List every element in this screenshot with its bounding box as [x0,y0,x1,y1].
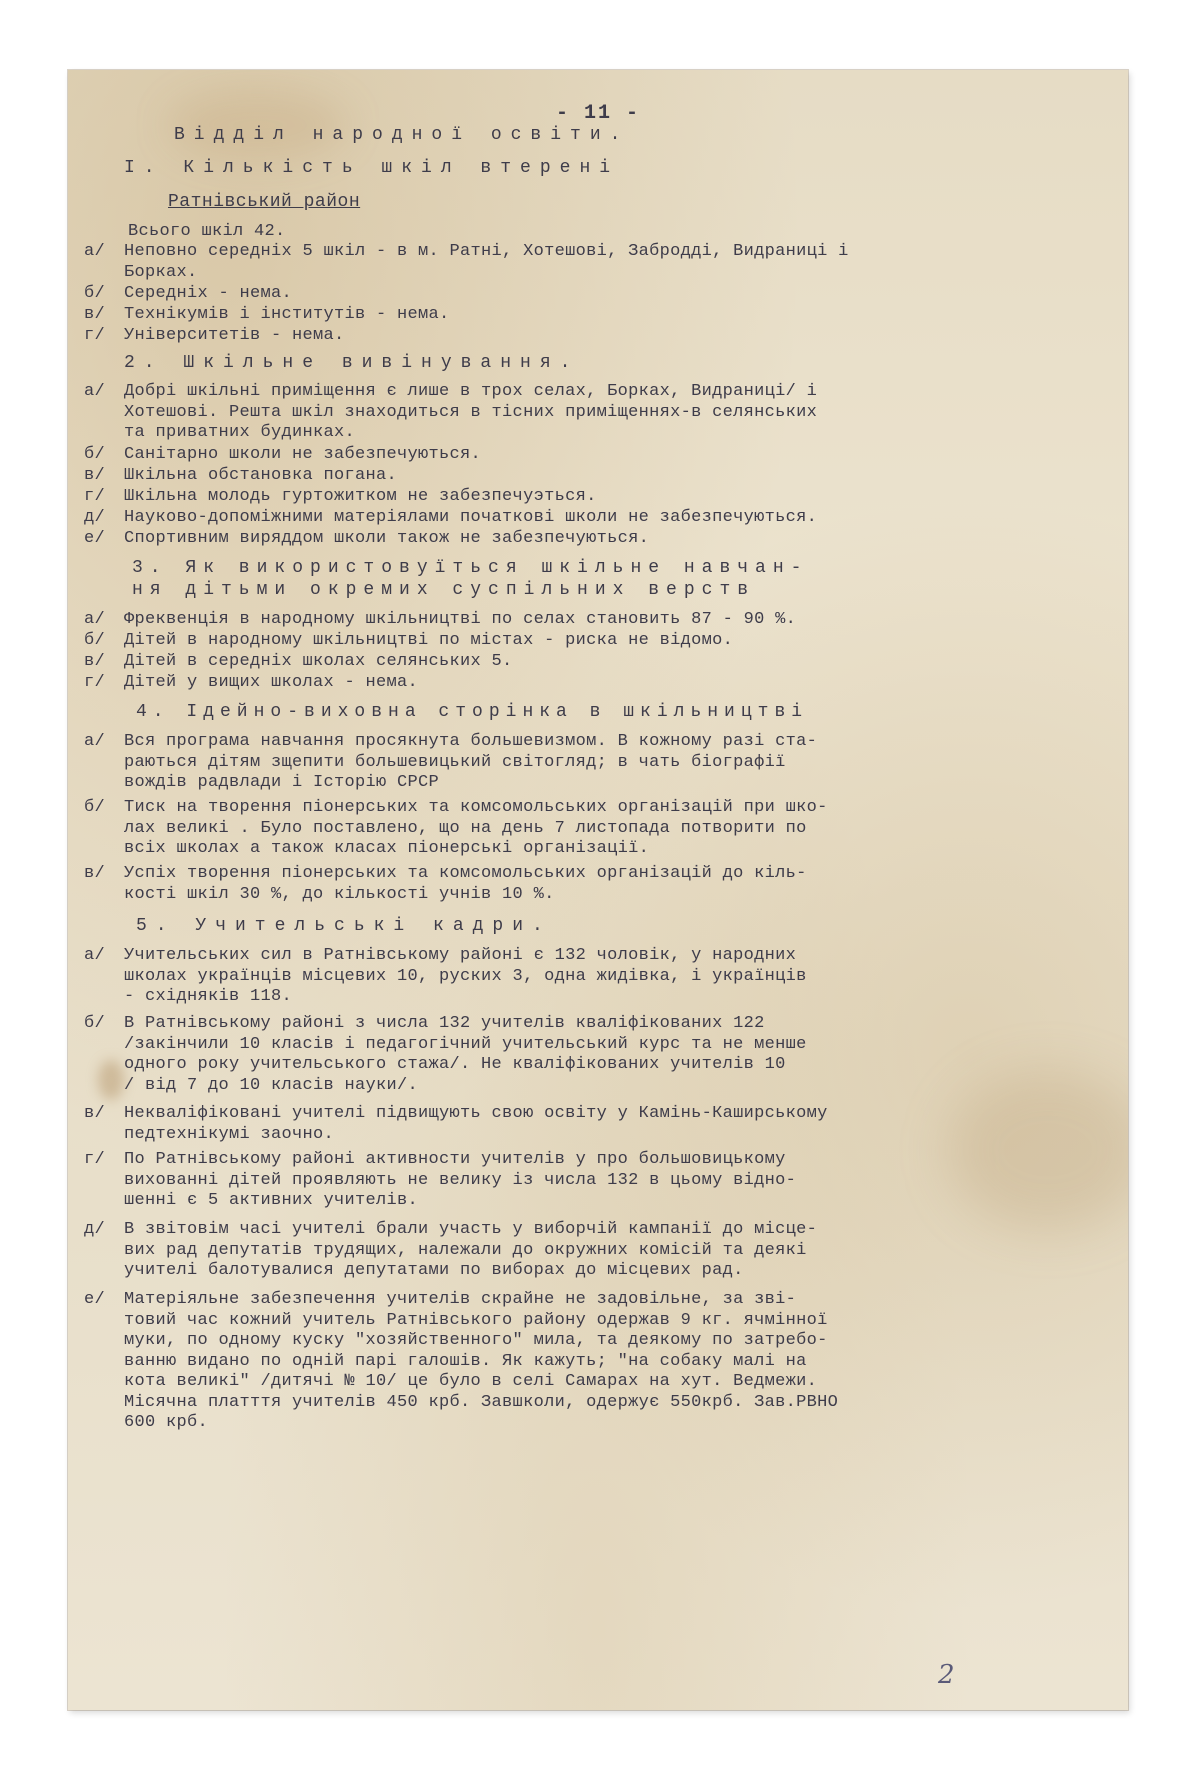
item-marker: б/ [84,284,106,303]
item-text: Матеріяльне забезпечення учителів скрайне не задовільне, за зві- товий час кожний учитель Ратнівського району одержав 9 кг. ячмінної муки, по одному куску "хозяйственного" мила, та деякому по затребо- ванню видано по одній парі галошів. Як кажуть; "на собаку малі на кота великі" /дитячі № 10/ це було в селі Самарах на хут. Ведмежи. Місячна платття учителів 450 крб. Завшколи, одержує 550крб. Зав.РВНО 600 крб. [124,1290,839,1432]
item-text: Фреквенція в народному шкільництві по селах становить 87 - 90 %. [124,610,797,629]
list-item [84,631,1114,652]
item-marker: в/ [84,1104,106,1123]
item-marker: в/ [84,466,106,485]
item-text: По Ратнівському районі активности учителів у про большовицькому вихованні дітей проявляють не велику із числа 132 в цьому відно- шенні є 5 активних учителів. [124,1150,797,1210]
item-marker: в/ [84,652,106,671]
section-3-title: 3. Як використовуїться шкільне навчан- [132,558,809,578]
list-item [84,242,1114,283]
item-text: Університетів - нема. [124,326,345,345]
item-text: Шкільна молодь гуртожитком не забезпечуэться. [124,487,597,506]
list-item [84,1290,1114,1434]
item-text: Спортивним виряддом школи також не забезпечуються. [124,529,650,548]
list-item [84,382,1114,444]
item-text: Дітей в середніх школах селянських 5. [124,652,513,671]
district-title: Ратнівський район [168,192,361,212]
item-text: Технікумів і інститутів - нема. [124,305,450,324]
handwritten-page-number: 2 [938,1660,955,1690]
item-text: Некваліфіковані учителі підвищують свою освіту у Камінь-Каширському педтехнікумі заочно. [124,1104,828,1144]
item-text: Науково-допоміжними матеріялами початкові школи не забезпечуються. [124,508,818,527]
page-number: - 11 - [555,102,640,125]
list-item [84,1220,1114,1282]
item-text: Вся програма навчання просякнута большевизмом. В кожному разі ста- раються дітям зщепити большевицький світогляд; в чать біографії вождів радвлади і Історію СРСР [124,732,818,792]
list-item [84,487,1114,508]
section-4-title: 4. Ідейно-виховна сторінка в шкільництві [136,702,809,722]
item-marker: г/ [84,326,106,345]
item-marker: а/ [84,610,106,629]
item-text: Тиск на творення піонерських та комсомольських організацій при шко- лах великі . Було поставлено, що на день 7 листопада потворити по всіх школах а також класах піонерські організації. [124,798,828,858]
section-3-title-continued: ня дітьми окремих суспільних верств [132,580,756,600]
list-item [84,445,1114,466]
list-item [84,305,1114,326]
item-text: В звітовім часі учителі брали участь у виборчій кампанії до місце- вих рад депутатів трудящих, належали до окружних комісій та деякі учителі балотувалися депутатами по виборах до місцевих рад. [124,1220,818,1280]
item-marker: б/ [84,1014,106,1033]
item-marker: б/ [84,631,106,650]
item-marker: е/ [84,1290,106,1309]
item-marker: а/ [84,946,106,965]
list-item [84,1104,1114,1145]
list-item [84,1150,1114,1212]
item-marker: г/ [84,673,106,692]
list-item [84,610,1114,631]
item-marker: д/ [84,1220,106,1239]
list-item [84,864,1114,905]
item-text: Санітарно школи не забезпечуються. [124,445,482,464]
item-text: В Ратнівському районі з числа 132 учителів кваліфікованих 122 /закінчили 10 класів і педагогічний учительський курс та не менше одного року учительського стажа/. Не кваліфікованих учителів 10 / від 7 до 10 класів науки/. [124,1014,807,1095]
item-marker: в/ [84,305,106,324]
document-heading: Відділ народної освіти. [174,125,630,145]
item-text: Успіх творення піонерських та комсомольських організацій до кіль- кості шкіл 30 %, до кількості учнів 10 %. [124,864,807,904]
list-item [84,466,1114,487]
item-text: Дітей у вищих школах - нема. [124,673,419,692]
total-schools: Всього шкіл 42. [128,222,286,241]
item-marker: г/ [84,1150,106,1169]
item-text: Добрі шкільні приміщення є лише в трох селах, Борках, Видраниці/ і Хотешові. Решта шкіл знаходиться в тісних приміщеннях-в селянських та приватних будинках. [124,382,818,442]
list-item [84,284,1114,305]
item-marker: г/ [84,487,106,506]
item-text: Середніх - нема. [124,284,293,303]
item-marker: а/ [84,242,106,261]
document-paper [68,70,1128,1710]
item-marker: д/ [84,508,106,527]
list-item [84,946,1114,1008]
list-item [84,798,1114,860]
item-marker: а/ [84,382,106,401]
list-item [84,673,1114,694]
item-marker: в/ [84,864,106,883]
list-item [84,652,1114,673]
item-marker: а/ [84,732,106,751]
section-5-title: 5. Учительські кадри. [136,916,552,936]
document-text [68,70,1128,1710]
list-item [84,1014,1114,1096]
list-item [84,326,1114,347]
item-marker: б/ [84,798,106,817]
section-2-title: 2. Шкільне вивінування. [124,353,580,373]
list-item [84,529,1114,550]
list-item [84,732,1114,794]
list-item [84,508,1114,529]
item-text: Дітей в народному шкільництві по містах - риска не відомо. [124,631,734,650]
item-text: Шкільна обстановка погана. [124,466,398,485]
item-text: Учительських сил в Ратнівському районі є 132 чоловік, у народних школах українців місцевих 10, руских 3, одна жидівка, і українців - східняків 118. [124,946,807,1006]
section-1-title: I. Кількість шкіл втерені [124,158,620,178]
item-marker: е/ [84,529,106,548]
item-marker: б/ [84,445,106,464]
item-text: Неповно середніх 5 шкіл - в м. Ратні, Хотешові, Забродді, Видраниці і Борках. [124,242,849,282]
